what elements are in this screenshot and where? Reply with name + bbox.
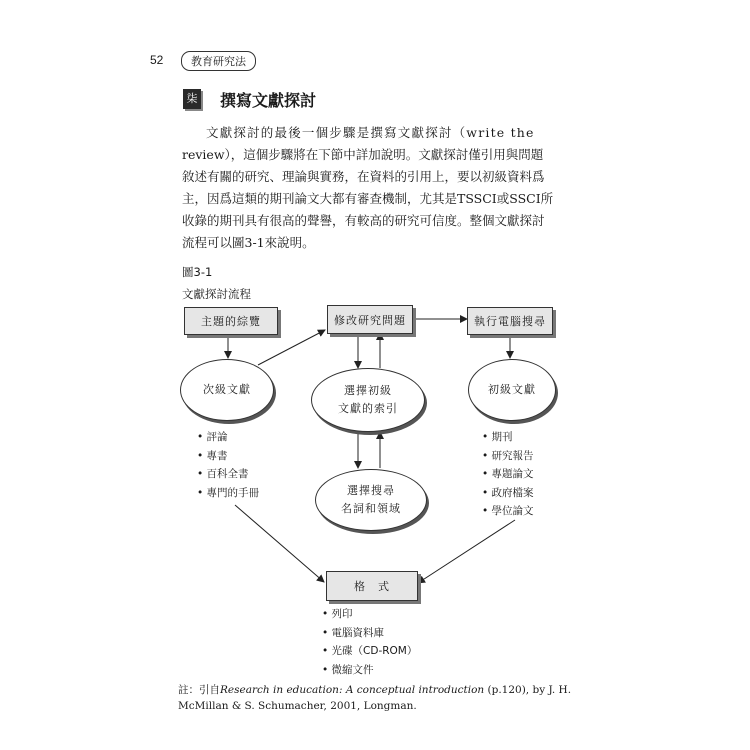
section-number-badge: 柒: [183, 89, 201, 109]
select-index-label-2: 文獻的索引: [338, 402, 398, 415]
list-item: • 研究報告: [482, 447, 534, 466]
list-item: • 百科全書: [197, 465, 259, 484]
running-title: 教育研究法: [181, 51, 256, 71]
secondary-sources-list: [197, 428, 259, 502]
paragraph-line: 文獻探討的最後一個步驟是撰寫文獻探討（write the: [206, 125, 535, 140]
primary-sources-list: [482, 428, 534, 521]
section-title: 撰寫文獻探討: [220, 91, 317, 110]
note-prefix: 註：引自: [178, 684, 220, 696]
list-item: • 列印: [322, 605, 417, 624]
primary-sources-ellipse: [468, 359, 556, 421]
list-item: • 專書: [197, 447, 259, 466]
arrow-primary-list-to-format: [418, 520, 515, 583]
list-item: • 期刊: [482, 428, 534, 447]
paragraph-line: 收錄的期刊具有很高的聲譽，有較高的研究可信度。整個文獻探討: [182, 213, 545, 228]
figure-title: 文獻探討流程: [182, 287, 251, 301]
list-item: • 微縮文件: [322, 661, 417, 680]
figure-number: 圖3-1: [182, 265, 213, 279]
list-item: • 專門的手冊: [197, 484, 259, 503]
note-citation: (p.120), by J. H.: [484, 684, 572, 696]
select-index-ellipse: [311, 368, 425, 432]
search-terms-label-2: 名詞和領域: [341, 502, 401, 515]
secondary-sources-label: 次級文獻: [203, 383, 251, 396]
format-box: 格 式: [326, 571, 418, 601]
list-item: • 光碟（CD-ROM）: [322, 642, 417, 661]
paragraph-line: review），這個步驟將在下節中詳加說明。文獻探討僅引用與問題: [182, 147, 544, 162]
note-citation-line2: McMillan & S. Schumacher, 2001, Longman.: [178, 700, 417, 712]
list-item: • 政府檔案: [482, 484, 534, 503]
computer-search-box: 執行電腦搜尋: [467, 307, 553, 335]
secondary-sources-ellipse: [180, 359, 274, 421]
primary-sources-label: 初級文獻: [488, 383, 536, 396]
figure-source-note: [178, 682, 578, 714]
paragraph-line: 敘述有關的研究、理論與實務，在資料的引用上，要以初級資料爲: [182, 169, 545, 184]
select-index-label-1: 選擇初級: [344, 384, 392, 397]
list-item: • 評論: [197, 428, 259, 447]
paragraph-line: 流程可以圖3-1來說明。: [182, 235, 315, 250]
arrow-secondary-list-to-format: [235, 505, 324, 582]
format-list: [322, 605, 417, 679]
cited-work-title: Research in education: A conceptual introduction: [220, 684, 485, 696]
revise-question-box: 修改研究問題: [327, 305, 413, 334]
arrow-secondary-to-revise: [258, 330, 325, 365]
search-terms-label-1: 選擇搜尋: [347, 484, 395, 497]
list-item: • 電腦資料庫: [322, 624, 417, 643]
list-item: • 學位論文: [482, 502, 534, 521]
search-terms-ellipse: [315, 469, 427, 531]
page-number: 52: [150, 53, 164, 67]
paragraph-line: 主，因爲這類的期刊論文大都有審查機制，尤其是TSSCI或SSCI所: [182, 191, 554, 206]
topic-overview-box: 主題的綜覽: [184, 307, 278, 335]
list-item: • 專題論文: [482, 465, 534, 484]
